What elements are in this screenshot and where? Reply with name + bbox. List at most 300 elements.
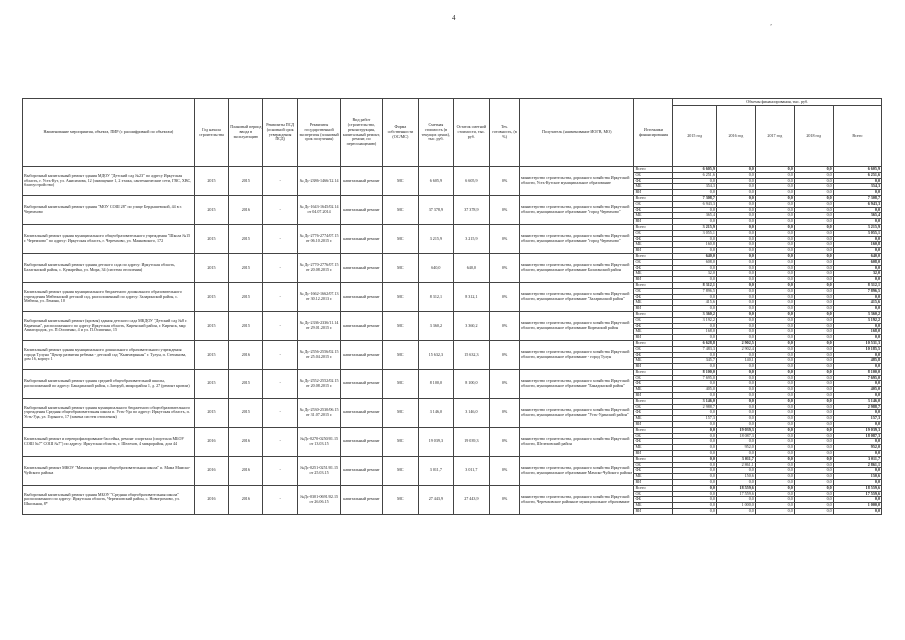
- expertise-details: № Дс-2386-1466/12.14: [297, 167, 341, 196]
- fin-source-code: Всего: [634, 456, 673, 462]
- fin-amount: 0,0: [716, 381, 755, 387]
- fin-amount: 0,0: [716, 364, 755, 370]
- fin-amount: 3 011,7: [833, 456, 881, 462]
- recipient: министерство строительства, дорожного хозяйства Иркутской области, муниципальное образование "Заларинский район": [519, 282, 634, 311]
- psd-details: -: [263, 369, 297, 398]
- fin-amount: 0,0: [794, 462, 833, 468]
- fin-amount: 0,0: [755, 410, 794, 416]
- remaining-cost: 19 039,3: [453, 427, 490, 456]
- fin-amount: 0,0: [755, 393, 794, 399]
- fin-amount: 32,0: [673, 271, 717, 277]
- fin-source-code: МБ: [634, 184, 673, 190]
- fin-amount: 0,0: [716, 410, 755, 416]
- psd-details: -: [263, 456, 297, 485]
- fin-amount: 0,0: [833, 236, 881, 242]
- fin-amount: 0,0: [716, 393, 755, 399]
- fin-source-code: ВИ: [634, 393, 673, 399]
- fin-amount: 0,0: [794, 253, 833, 259]
- ownership: МС: [382, 311, 419, 340]
- plan-end-year: 2015: [229, 398, 263, 427]
- fin-amount: 17 559,6: [716, 491, 755, 497]
- fin-source-code: ВИ: [634, 219, 673, 225]
- fin-amount: 0,0: [833, 410, 881, 416]
- estimate-cost: 3 215,9: [419, 224, 453, 253]
- fin-source-code: ФБ: [634, 236, 673, 242]
- fin-amount: 0,0: [673, 178, 717, 184]
- fin-amount: 6 605,9: [833, 167, 881, 173]
- fin-amount: 0,0: [755, 358, 794, 364]
- fin-amount: 0,0: [716, 277, 755, 283]
- fin-amount: 3 011,7: [716, 456, 755, 462]
- psd-details: -: [263, 311, 297, 340]
- fin-amount: 0,0: [833, 178, 881, 184]
- fin-amount: 0,0: [794, 195, 833, 201]
- fin-amount: 0,0: [716, 375, 755, 381]
- object-name: Выборочный капитальный ремонт здания муниципального бюджетного общеобразовательного учреждения Средняя общеобразовательная школа п. Усть-Уда по адресу: Иркутская область, п. Усть-Уда, ул. Горького, 17 (замена систем отопления): [23, 398, 195, 427]
- table-row: [23, 282, 882, 288]
- fin-amount: 7 483,3: [673, 346, 717, 352]
- fin-amount: 354,3: [673, 184, 717, 190]
- fin-amount: 3 055,1: [833, 230, 881, 236]
- fin-amount: 0,0: [716, 213, 755, 219]
- fin-amount: 160,8: [673, 242, 717, 248]
- estimate-cost: 3 146,0: [419, 398, 453, 427]
- fin-amount: 0,0: [716, 335, 755, 341]
- object-name: Капитальный ремонт МКОУ "Мамская средняя общеобразовательная школа" п. Мама Мамско-Чуйского района: [23, 456, 195, 485]
- fin-amount: 0,0: [755, 219, 794, 225]
- fin-amount: 640,0: [673, 253, 717, 259]
- fin-amount: 0,0: [755, 294, 794, 300]
- fin-amount: 0,0: [794, 311, 833, 317]
- expertise-details: №Дс-0301-0691/02.15 от 26.06.15: [297, 485, 341, 514]
- fin-amount: 0,0: [755, 265, 794, 271]
- fin-amount: 0,0: [833, 422, 881, 428]
- fin-source-code: Всего: [634, 340, 673, 346]
- plan-end-year: 2016: [229, 485, 263, 514]
- recipient: министерство строительства, дорожного хозяйства Иркутской области, муниципальное образование "город Черемхово": [519, 195, 634, 224]
- remaining-cost: 8 100,0: [453, 369, 490, 398]
- fin-amount: 0,0: [673, 410, 717, 416]
- readiness: 0%: [490, 427, 520, 456]
- work-type: капитальный ремонт: [341, 369, 382, 398]
- fin-amount: 0,0: [833, 393, 881, 399]
- fin-amount: 0,0: [794, 422, 833, 428]
- object-name: Капитальный ремонт здания муниципального дошкольного образовательного учреждения города Тулуна "Центр развития ребенка - детский сад "Кымчюрыкан" г. Тулун, п. Степанова, дом 16, корпус 1: [23, 340, 195, 369]
- fin-amount: 2 861,1: [716, 462, 755, 468]
- fin-amount: 0,0: [794, 277, 833, 283]
- fin-amount: 0,0: [716, 306, 755, 312]
- fin-amount: 0,0: [794, 259, 833, 265]
- fin-amount: 0,0: [716, 329, 755, 335]
- fin-source-code: Всего: [634, 195, 673, 201]
- table-row: [23, 369, 882, 375]
- fin-source-code: ВИ: [634, 364, 673, 370]
- fin-amount: 0,0: [755, 224, 794, 230]
- remaining-cost: 3 146,0: [453, 398, 490, 427]
- fin-amount: 0,0: [833, 277, 881, 283]
- fin-amount: 0,0: [716, 468, 755, 474]
- fin-amount: 0,0: [794, 404, 833, 410]
- remaining-cost: 27 443,9: [453, 485, 490, 514]
- fin-amount: 2 902,4: [716, 346, 755, 352]
- fin-amount: 0,0: [794, 294, 833, 300]
- fin-amount: 0,0: [833, 497, 881, 503]
- fin-amount: 0,0: [794, 248, 833, 254]
- estimate-cost: 15 632,3: [419, 340, 453, 369]
- fin-source-code: МБ: [634, 416, 673, 422]
- fin-amount: 8 312,1: [673, 282, 717, 288]
- fin-amount: 3 146,0: [673, 398, 717, 404]
- readiness: 0%: [490, 456, 520, 485]
- fin-amount: 0,0: [673, 451, 717, 457]
- fin-amount: 3 055,1: [673, 230, 717, 236]
- recipient: министерство строительства, дорожного хозяйства Иркутской области, Шелеховский район: [519, 427, 634, 456]
- fin-amount: 0,0: [716, 201, 755, 207]
- readiness: 0%: [490, 224, 520, 253]
- fin-amount: 0,0: [794, 201, 833, 207]
- fin-source-code: МБ: [634, 242, 673, 248]
- header-total: Всего: [833, 106, 881, 167]
- plan-end-year: 2016: [229, 195, 263, 224]
- fin-amount: 32,0: [833, 271, 881, 277]
- work-type: капитальный ремонт: [341, 195, 382, 224]
- fin-amount: 365,4: [833, 213, 881, 219]
- header-volumes: Объемы финансирования, тыс. руб.: [673, 99, 882, 106]
- table-row: [23, 167, 882, 173]
- fin-amount: 0,0: [716, 398, 755, 404]
- ownership: МС: [382, 427, 419, 456]
- fin-amount: 0,0: [716, 167, 755, 173]
- recipient: министерство строительства, дорожного хозяйства Иркутской области, муниципальное образование "город Черемхово": [519, 224, 634, 253]
- fin-amount: 0,0: [716, 323, 755, 329]
- fin-amount: 0,0: [833, 439, 881, 445]
- object-name: Выборочный капитальный ремонт здания МДОУ "Детский сад №23" по адресу Иркутская область, г. Усть-Кут, ул. Анисимова, 12 (замощение 1, 2 этажа, сантехнические сети, ГВС, ХВС, благоустройство): [23, 167, 195, 196]
- fin-amount: 0,0: [716, 352, 755, 358]
- fin-amount: 0,0: [716, 259, 755, 265]
- header-start: Год начала строительства: [194, 99, 228, 167]
- fin-amount: 7 308,7: [673, 195, 717, 201]
- fin-source-code: Всего: [634, 485, 673, 491]
- fin-amount: 0,0: [716, 480, 755, 486]
- fin-amount: 0,0: [794, 184, 833, 190]
- fin-amount: 0,0: [755, 323, 794, 329]
- fin-amount: 168,0: [833, 329, 881, 335]
- fin-amount: 6 605,9: [673, 167, 717, 173]
- fin-amount: 0,0: [794, 509, 833, 515]
- fin-amount: 0,0: [673, 306, 717, 312]
- fin-source-code: Всего: [634, 282, 673, 288]
- fin-source-code: ФБ: [634, 468, 673, 474]
- psd-details: -: [263, 485, 297, 514]
- readiness: 0%: [490, 398, 520, 427]
- ownership: МС: [382, 485, 419, 514]
- fin-amount: 140,1: [716, 358, 755, 364]
- fin-amount: 3 360,2: [833, 311, 881, 317]
- header-readiness: Тех. готовность, (в %): [490, 99, 520, 167]
- header-fin-source: Источники финансирования: [634, 99, 673, 167]
- work-type: капитальный ремонт: [341, 253, 382, 282]
- header-2017: 2017 год: [755, 106, 794, 167]
- fin-source-code: МБ: [634, 358, 673, 364]
- estimate-cost: 3 360,2: [419, 311, 453, 340]
- fin-amount: 0,0: [794, 468, 833, 474]
- recipient: министерство строительства, дорожного хозяйства Иркутской области, Черемховское районное муниципальное образование: [519, 485, 634, 514]
- fin-amount: 0,0: [673, 381, 717, 387]
- fin-amount: 0,0: [794, 358, 833, 364]
- recipient: министерство строительства, дорожного хозяйства Иркутской области, муниципальное образование Киренский район: [519, 311, 634, 340]
- table-body: [23, 167, 882, 515]
- fin-source-code: ФБ: [634, 207, 673, 213]
- fin-source-code: ОБ: [634, 346, 673, 352]
- fin-source-code: Всего: [634, 369, 673, 375]
- fin-amount: 157,3: [673, 416, 717, 422]
- fin-source-code: ВИ: [634, 451, 673, 457]
- header-2015: 2015 год: [673, 106, 717, 167]
- fin-amount: 0,0: [716, 451, 755, 457]
- fin-amount: 0,0: [755, 485, 794, 491]
- fin-amount: 0,0: [794, 503, 833, 509]
- start-year: 2016: [194, 427, 228, 456]
- fin-source-code: ВИ: [634, 480, 673, 486]
- start-year: 2015: [194, 369, 228, 398]
- fin-amount: 0,0: [716, 288, 755, 294]
- estimate-cost: 27 443,9: [419, 485, 453, 514]
- fin-source-code: МБ: [634, 445, 673, 451]
- estimate-cost: 6 605,9: [419, 167, 453, 196]
- fin-amount: 10 185,5: [833, 346, 881, 352]
- fin-amount: 0,0: [794, 219, 833, 225]
- fin-amount: 150,6: [833, 474, 881, 480]
- recipient: министерство строительства, дорожного хозяйства Иркутской области, муниципальное образование "Усть-Удинский район": [519, 398, 634, 427]
- plan-end-year: 2015: [229, 282, 263, 311]
- readiness: 0%: [490, 485, 520, 514]
- fin-source-code: МБ: [634, 387, 673, 393]
- fin-amount: 0,0: [755, 387, 794, 393]
- fin-amount: 0,0: [833, 323, 881, 329]
- readiness: 0%: [490, 167, 520, 196]
- plan-end-year: 2015: [229, 167, 263, 196]
- header-psd: Реквизиты ПСД (основной срок утверждения ПСД): [263, 99, 297, 167]
- table-header: [23, 99, 882, 167]
- fin-source-code: Всего: [634, 224, 673, 230]
- fin-amount: 17 559,6: [833, 491, 881, 497]
- fin-amount: 7 308,7: [833, 195, 881, 201]
- plan-end-year: 2016: [229, 456, 263, 485]
- fin-amount: 0,0: [755, 427, 794, 433]
- fin-amount: 0,0: [755, 190, 794, 196]
- fin-source-code: ОБ: [634, 230, 673, 236]
- fin-amount: 0,0: [833, 364, 881, 370]
- fin-amount: 18 559,6: [833, 485, 881, 491]
- fin-amount: 0,0: [794, 474, 833, 480]
- fin-amount: 0,0: [833, 248, 881, 254]
- fin-amount: 0,0: [673, 497, 717, 503]
- fin-amount: 0,0: [673, 503, 717, 509]
- ownership: МС: [382, 282, 419, 311]
- fin-amount: 0,0: [794, 439, 833, 445]
- psd-details: -: [263, 195, 297, 224]
- fin-amount: 0,0: [794, 364, 833, 370]
- expertise-details: № Дс-2552-2552/02.15 от 20.08.2015 г.: [297, 369, 341, 398]
- fin-amount: 7 896,5: [833, 288, 881, 294]
- fin-amount: 0,0: [755, 253, 794, 259]
- fin-amount: 0,0: [755, 509, 794, 515]
- fin-amount: 0,0: [755, 398, 794, 404]
- fin-amount: 0,0: [794, 340, 833, 346]
- psd-details: -: [263, 427, 297, 456]
- work-type: капитальный ремонт: [341, 311, 382, 340]
- fin-amount: 0,0: [794, 352, 833, 358]
- fin-amount: 0,0: [794, 433, 833, 439]
- fin-amount: 0,0: [716, 236, 755, 242]
- fin-source-code: ФБ: [634, 265, 673, 271]
- fin-amount: 0,0: [755, 491, 794, 497]
- plan-end-year: 2015: [229, 369, 263, 398]
- fin-amount: 0,0: [794, 317, 833, 323]
- fin-amount: 3 360,2: [673, 311, 717, 317]
- corner-mark: ʼ: [770, 24, 772, 30]
- fin-source-code: ВИ: [634, 509, 673, 515]
- ownership: МС: [382, 340, 419, 369]
- start-year: 2015: [194, 282, 228, 311]
- fin-amount: 0,0: [673, 439, 717, 445]
- fin-source-code: ФБ: [634, 294, 673, 300]
- fin-amount: 0,0: [755, 381, 794, 387]
- fin-amount: 2 861,1: [833, 462, 881, 468]
- start-year: 2016: [194, 456, 228, 485]
- fin-source-code: Всего: [634, 427, 673, 433]
- fin-amount: 0,0: [673, 491, 717, 497]
- fin-amount: 6 251,6: [833, 172, 881, 178]
- psd-details: -: [263, 398, 297, 427]
- fin-amount: 0,0: [755, 288, 794, 294]
- fin-amount: 168,0: [673, 329, 717, 335]
- fin-amount: 0,0: [755, 282, 794, 288]
- fin-amount: 0,0: [794, 497, 833, 503]
- fin-amount: 0,0: [716, 369, 755, 375]
- table-row: [23, 195, 882, 201]
- fin-amount: 0,0: [755, 184, 794, 190]
- fin-source-code: ОБ: [634, 317, 673, 323]
- work-type: капитальный ремонт: [341, 340, 382, 369]
- fin-amount: 0,0: [673, 277, 717, 283]
- fin-amount: 0,0: [673, 190, 717, 196]
- start-year: 2015: [194, 224, 228, 253]
- remaining-cost: 3 011,7: [453, 456, 490, 485]
- fin-amount: 0,0: [794, 456, 833, 462]
- estimate-cost: 640,0: [419, 253, 453, 282]
- remaining-cost: 6 605,9: [453, 167, 490, 196]
- fin-amount: 0,0: [755, 213, 794, 219]
- fin-amount: 0,0: [755, 340, 794, 346]
- remaining-cost: 8 312,1: [453, 282, 490, 311]
- fin-amount: 0,0: [673, 485, 717, 491]
- fin-amount: 0,0: [673, 364, 717, 370]
- start-year: 2015: [194, 398, 228, 427]
- fin-amount: 0,0: [794, 387, 833, 393]
- plan-end-year: 2015: [229, 253, 263, 282]
- fin-amount: 2 988,7: [833, 404, 881, 410]
- header-2016: 2016 год: [716, 106, 755, 167]
- readiness: 0%: [490, 195, 520, 224]
- table-row: [23, 485, 882, 491]
- fin-amount: 0,0: [755, 445, 794, 451]
- fin-source-code: ВИ: [634, 248, 673, 254]
- fin-amount: 6 251,6: [673, 172, 717, 178]
- fin-amount: 0,0: [794, 265, 833, 271]
- expertise-details: № Дс-2770-2776/07.15 от 20.08.2015 г.: [297, 253, 341, 282]
- fin-amount: 0,0: [716, 195, 755, 201]
- work-type: капитальный ремонт: [341, 167, 382, 196]
- fin-amount: 0,0: [716, 422, 755, 428]
- fin-source-code: МБ: [634, 300, 673, 306]
- fin-amount: 3 192,2: [673, 317, 717, 323]
- readiness: 0%: [490, 253, 520, 282]
- fin-amount: 0,0: [716, 253, 755, 259]
- fin-amount: 0,0: [716, 439, 755, 445]
- fin-source-code: ОБ: [634, 433, 673, 439]
- fin-amount: 0,0: [716, 184, 755, 190]
- fin-amount: 3 215,9: [833, 224, 881, 230]
- fin-amount: 0,0: [716, 282, 755, 288]
- estimate-cost: 3 011,7: [419, 456, 453, 485]
- fin-amount: 0,0: [755, 346, 794, 352]
- header-work-type: Вид работ (строительство, реконструкция, капитальный ремонт, ремонт, по переоснащению): [341, 99, 382, 167]
- fin-amount: 2 988,7: [673, 404, 717, 410]
- fin-amount: 0,0: [794, 190, 833, 196]
- fin-amount: 0,0: [794, 445, 833, 451]
- fin-amount: 0,0: [794, 393, 833, 399]
- work-type: капитальный ремонт: [341, 398, 382, 427]
- remaining-cost: 15 632,3: [453, 340, 490, 369]
- fin-amount: 0,0: [755, 195, 794, 201]
- fin-source-code: ФБ: [634, 381, 673, 387]
- fin-amount: 0,0: [673, 462, 717, 468]
- fin-amount: 0,0: [673, 433, 717, 439]
- fin-amount: 0,0: [755, 271, 794, 277]
- header-2018: 2018 год: [794, 106, 833, 167]
- fin-amount: 150,6: [716, 474, 755, 480]
- header-remaining: Остаток сметной стоимости, тыс. руб.: [453, 99, 490, 167]
- recipient: министерство строительства, дорожного хозяйства Иркутской области, Усть-Кутское муниципальное образование: [519, 167, 634, 196]
- estimate-cost: 8 100,0: [419, 369, 453, 398]
- fin-amount: 640,0: [833, 253, 881, 259]
- fin-amount: 0,0: [716, 387, 755, 393]
- fin-amount: 0,0: [716, 224, 755, 230]
- fin-amount: 7 695,0: [673, 375, 717, 381]
- fin-amount: 0,0: [716, 294, 755, 300]
- fin-amount: 0,0: [794, 485, 833, 491]
- fin-amount: 19 039,3: [716, 427, 755, 433]
- fin-amount: 0,0: [794, 427, 833, 433]
- fin-source-code: ОБ: [634, 375, 673, 381]
- fin-amount: 6 628,8: [673, 340, 717, 346]
- ownership: МС: [382, 369, 419, 398]
- fin-amount: 0,0: [755, 236, 794, 242]
- fin-amount: 0,0: [755, 242, 794, 248]
- object-name: Выборочный капитальный ремонт здания МБОУ "Средняя общеобразовательная школа" расположенного по адресу: Иркутская область, Черемховский район, с. Новогромово, ул. Школьная, 8*: [23, 485, 195, 514]
- fin-source-code: ФБ: [634, 352, 673, 358]
- plan-end-year: 2015: [229, 224, 263, 253]
- fin-amount: 0,0: [794, 398, 833, 404]
- fin-amount: 0,0: [794, 242, 833, 248]
- fin-amount: 0,0: [833, 335, 881, 341]
- fin-amount: 8 312,1: [833, 282, 881, 288]
- object-name: Капитальный ремонт здания муниципального бюджетного дошкольного образовательного учреждения Мейтинский детский сад, расположенный по адресу: Заларинский район, с. Мейтин, ул. Ленина, 10: [23, 282, 195, 311]
- start-year: 2015: [194, 311, 228, 340]
- fin-amount: 0,0: [755, 503, 794, 509]
- fin-amount: 0,0: [755, 306, 794, 312]
